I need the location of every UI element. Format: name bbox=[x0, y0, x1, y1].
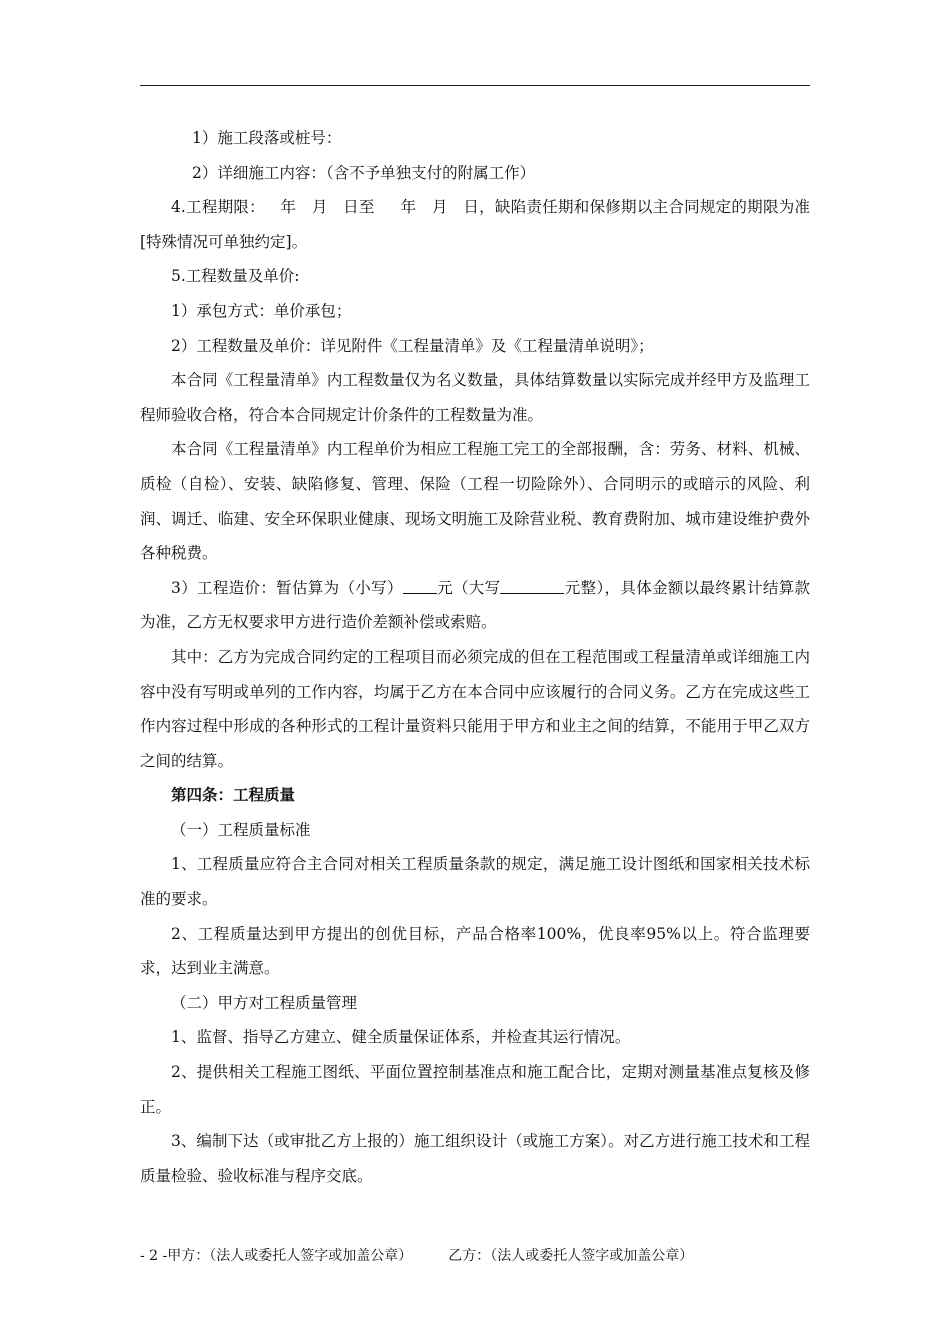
cost-text-1: 3）工程造价：暂估算为（小写） bbox=[171, 578, 403, 597]
party-a-signature: 甲方：（法人或委托人签字或加盖公章） bbox=[167, 1248, 413, 1264]
paragraph: 3、编制下达（或审批乙方上报的）施工组织设计（或施工方案）。对乙方进行施工技术和工程质量检验、验收标准与程序交底。 bbox=[140, 1132, 810, 1185]
subsection-heading: （二）甲方对工程质量管理 bbox=[171, 993, 358, 1012]
paragraph: 2）工程数量及单价：详见附件《工程量清单》及《工程量清单说明》； bbox=[171, 336, 654, 355]
cost-text-3: 元整），具体金额以最终累计结算款为准，乙方无权要求甲方进行造价差额补偿或索赔。 bbox=[140, 578, 810, 632]
amount-blank-large bbox=[500, 579, 564, 594]
paragraph: 5.工程数量及单价: bbox=[171, 267, 300, 286]
paragraph: 2、提供相关工程施工图纸、平面位置控制基准点和施工配合比，定期对测量基准点复核及修正。 bbox=[140, 1063, 810, 1116]
paragraph: 1、监督、指导乙方建立、健全质量保证体系，并检查其运行情况。 bbox=[171, 1028, 631, 1047]
paragraph: 本合同《工程量清单》内工程数量仅为名义数量，具体结算数量以实际完成并经甲方及监理工程师验收合格，符合本合同规定计价条件的工程数量为准。 bbox=[140, 371, 810, 424]
paragraph: 2）详细施工内容：（含不予单独支付的附属工作） bbox=[192, 163, 536, 182]
paragraph: 1、工程质量应符合主合同对相关工程质量条款的规定，满足施工设计图纸和国家相关技术标准的要求。 bbox=[140, 855, 810, 909]
paragraph: 1）施工段落或桩号： bbox=[192, 129, 342, 147]
page-number: - 2 - bbox=[140, 1248, 168, 1264]
paragraph: 2、工程质量达到甲方提出的创优目标，产品合格率100%，优良率95%以上。符合监理要求，达到业主满意。 bbox=[140, 924, 810, 978]
amount-blank-small bbox=[403, 579, 437, 594]
paragraph: 其中：乙方为完成合同约定的工程项目而必须完成的但在工程范围或工程量清单或详细施工内容中没有写明或单列的工作内容，均属于乙方在本合同中应该履行的合同义务。乙方在完成这些工作内容过程中形成的各种形式的工程计量资料只能用于甲方和业主之间的结算，不能用于甲乙双方之间的结算。 bbox=[140, 647, 810, 770]
paragraph: 4.工程期限： 年 月 日至 年 月 日，缺陷责任期和保修期以主合同规定的期限为准[特殊情况可单独约定]。 bbox=[140, 198, 810, 251]
page-footer bbox=[140, 1245, 693, 1265]
subsection-heading: （一）工程质量标准 bbox=[171, 820, 311, 839]
paragraph: 1）承包方式：单价承包； bbox=[171, 301, 352, 320]
party-b-signature: 乙方：（法人或委托人签字或加盖公章） bbox=[448, 1248, 694, 1264]
paragraph: 本合同《工程量清单》内工程单价为相应工程施工完工的全部报酬，含：劳务、材料、机械、质检（自检）、安装、缺陷修复、管理、保险（工程一切险除外）、合同明示的或暗示的风险、利润、调迁、临建、安全环保职业健康、现场文明施工及除营业税、教育费附加、城市建设维护费外各种税费。 bbox=[140, 440, 810, 563]
cost-text-2: 元（大写 bbox=[436, 578, 501, 597]
header-rule bbox=[140, 85, 810, 86]
document-body bbox=[140, 121, 810, 1193]
cost-paragraph bbox=[140, 571, 810, 640]
section-heading: 第四条：工程质量 bbox=[171, 785, 296, 805]
